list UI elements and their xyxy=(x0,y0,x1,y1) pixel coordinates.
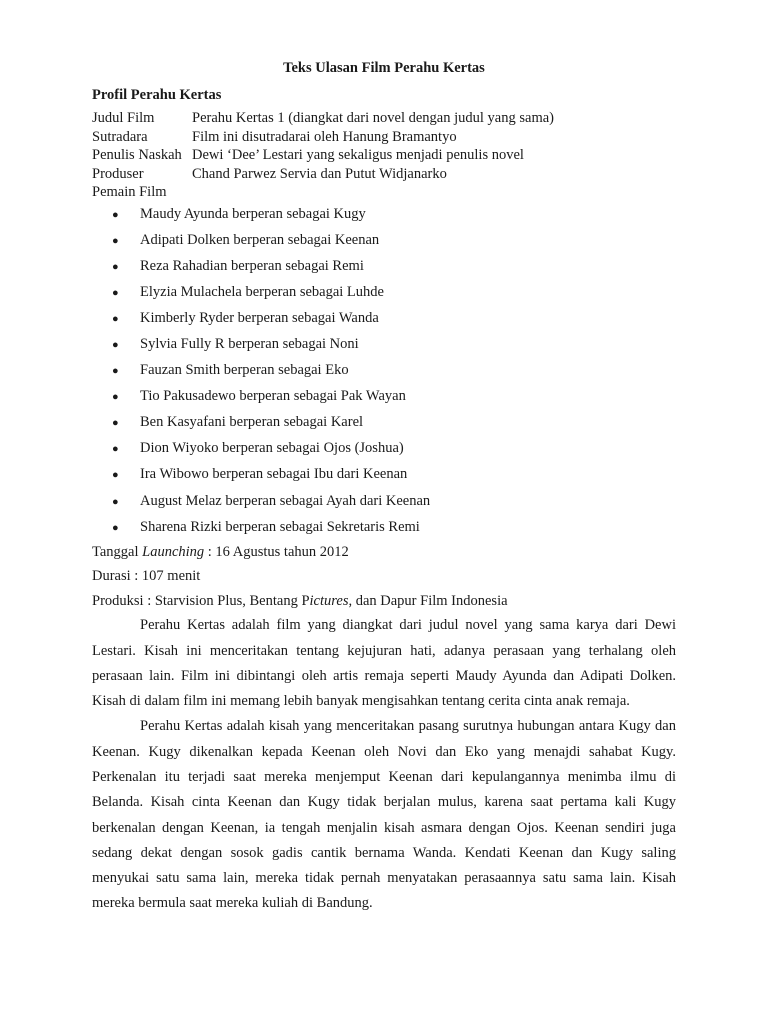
list-item xyxy=(92,410,676,436)
profile-value: Film ini disutradarai oleh Hanung Bramantyo xyxy=(192,128,457,145)
bullet-icon: ● xyxy=(112,365,119,378)
bullet-icon: ● xyxy=(112,417,119,430)
cast-text: August Melaz berperan sebagai Ayah dari Keenan xyxy=(140,492,431,509)
bullet-icon: ● xyxy=(112,495,119,508)
document-page xyxy=(92,58,676,917)
profile-label: Produser xyxy=(92,165,144,182)
profile-row-sutradara xyxy=(92,128,676,147)
profile-table xyxy=(92,109,676,202)
profile-label: Sutradara xyxy=(92,128,148,145)
profile-row-penulis xyxy=(92,146,676,165)
list-item xyxy=(92,202,676,228)
list-item xyxy=(92,384,676,410)
profile-heading: Profil Perahu Kertas xyxy=(92,87,222,103)
launch-suffix: : 16 Agustus tahun 2012 xyxy=(204,543,349,560)
bullet-icon: ● xyxy=(112,443,119,456)
bullet-icon: ● xyxy=(112,260,119,273)
cast-text: Kimberly Ryder berperan sebagai Wanda xyxy=(140,309,379,326)
bullet-icon: ● xyxy=(112,234,119,247)
cast-text: Tio Pakusadewo berperan sebagai Pak Wayan xyxy=(140,388,406,405)
bullet-icon: ● xyxy=(112,521,119,534)
profile-label: Penulis Naskah xyxy=(92,147,182,163)
document-title: Teks Ulasan Film Perahu Kertas xyxy=(283,60,485,76)
bullet-icon: ● xyxy=(112,312,119,325)
profile-row-judul xyxy=(92,109,676,128)
cast-text: Fauzan Smith berperan sebagai Eko xyxy=(140,362,349,379)
profile-label: Judul Film xyxy=(92,110,155,126)
bullet-icon: ● xyxy=(112,391,119,404)
cast-text: Ira Wibowo berperan sebagai Ibu dari Keenan xyxy=(140,466,408,483)
list-item xyxy=(92,306,676,332)
list-item xyxy=(92,358,676,384)
list-item xyxy=(92,280,676,306)
cast-text: Sylvia Fully R berperan sebagai Noni xyxy=(140,335,359,352)
duration-line: Durasi : 107 menit xyxy=(92,568,201,585)
bullet-icon: ● xyxy=(112,208,119,221)
cast-list xyxy=(92,202,676,541)
profile-value: Perahu Kertas 1 (diangkat dari novel dengan judul yang sama) xyxy=(192,110,554,126)
cast-label: Pemain Film xyxy=(92,184,167,200)
production-italic: ictures xyxy=(309,592,349,609)
bullet-icon: ● xyxy=(112,338,119,351)
profile-row-produser xyxy=(92,165,676,184)
launch-date-line xyxy=(92,541,676,565)
launch-italic: Launching xyxy=(142,543,205,560)
list-item xyxy=(92,515,676,541)
cast-text: Maudy Ayunda berperan sebagai Kugy xyxy=(140,205,366,222)
list-item xyxy=(92,332,676,358)
body-paragraph-1: Perahu Kertas adalah film yang diangkat dari judul novel yang sama karya dari Dewi Lestari. Kisah ini menceritakan tentang kejujuran hati, adanya perasaan yang terhalang oleh perasaan lain. Film ini dibintangi oleh artis remaja seperti Maudy Ayunda dan Adipati Dolken. Kisah di dalam film ini memang lebih banyak mengisahkan tentang cerita cinta anak remaja. xyxy=(92,617,676,710)
cast-text: Elyzia Mulachela berperan sebagai Luhde xyxy=(140,283,384,300)
list-item xyxy=(92,462,676,488)
bullet-icon: ● xyxy=(112,469,119,482)
cast-text: Adipati Dolken berperan sebagai Keenan xyxy=(140,231,380,248)
list-item xyxy=(92,228,676,254)
body-paragraph-2: Perahu Kertas adalah kisah yang menceritakan pasang surutnya hubungan antara Kugy dan Keenan. Kugy dikenalkan kepada Keenan oleh Novi dan Eko yang menajdi sahabat Kugy. Perkenalan itu terjadi saat mereka menjemput Keenan dari kepulangannya menimba ilmu di Belanda. Kisah cinta Keenan dan Kugy tidak berjalan mulus, karena saat pertama kali Kugy berkenalan dengan Keenan, ia tengah menjalin kisah asmara dengan Ojos. Keenan sendiri juga sedang dekat dengan sosok gadis cantik bernama Wanda. Kendati Keenan dan Kugy saling menyukai satu sama lain, mereka tidak pernah menyatakan perasaannya satu sama lain. Kisah mereka bermula saat mereka kuliah di Bandung. xyxy=(92,718,676,912)
cast-text: Reza Rahadian berperan sebagai Remi xyxy=(140,257,364,274)
production-suffix: , dan Dapur Film Indonesia xyxy=(348,592,508,609)
launch-prefix: Tanggal xyxy=(92,543,143,560)
list-item xyxy=(92,489,676,515)
cast-text: Dion Wiyoko berperan sebagai Ojos (Joshua) xyxy=(140,440,404,457)
cast-text: Ben Kasyafani berperan sebagai Karel xyxy=(140,414,364,431)
profile-value: Dewi ‘Dee’ Lestari yang sekaligus menjadi penulis novel xyxy=(192,147,524,163)
profile-value: Chand Parwez Servia dan Putut Widjanarko xyxy=(192,165,447,182)
list-item xyxy=(92,436,676,462)
cast-text: Sharena Rizki berperan sebagai Sekretaris Remi xyxy=(140,518,420,535)
list-item xyxy=(92,254,676,280)
profile-row-pemain xyxy=(92,183,676,202)
production-prefix: Produksi : Starvision Plus, Bentang P xyxy=(92,592,310,609)
production-line xyxy=(92,590,676,614)
bullet-icon: ● xyxy=(112,286,119,299)
